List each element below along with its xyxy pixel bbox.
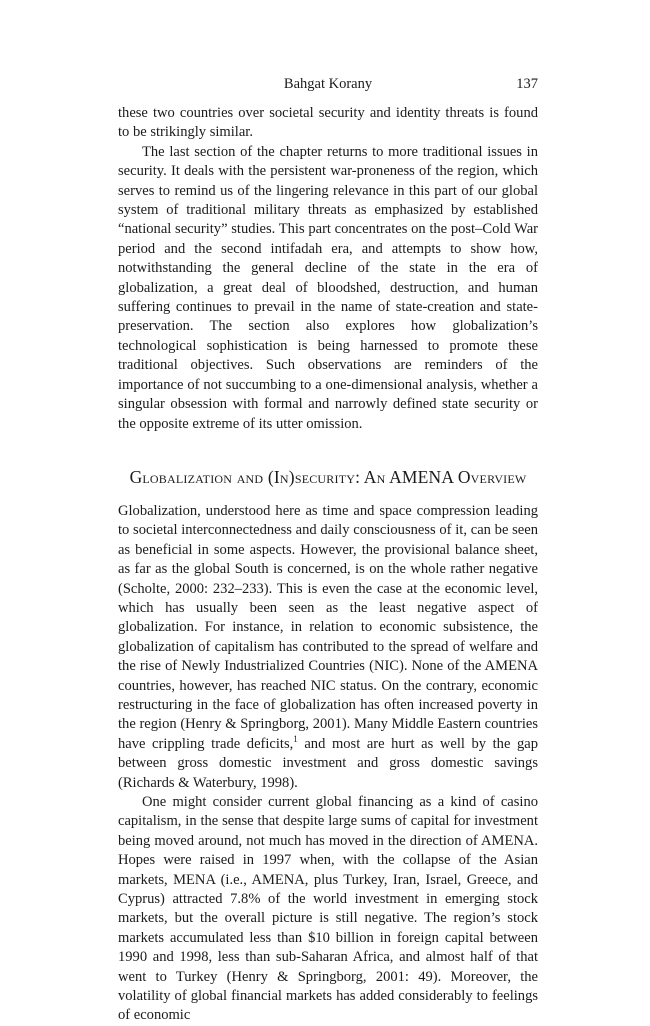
paragraph-last-section: The last section of the chapter returns to more traditional issues in security. It deals with the persistent war-proneness of the region, which serves to remind us of the lingering relevance in this part of our global system of traditional military threats as emphasized by established “national security” studies. This part concentrates on the post–Cold War period and the second intifadah era, and attempts to show how, notwithstanding the general decline of the state in the era of globalization, a great deal of bloodshed, destruction, and human suffering continues to prevail in the name of state-creation and state-preservation. The section also explores how globalization’s technological sophistication is being harnessed to promote these traditional objectives. Such observations are reminders of the importance of not succumbing to a one-dimensional analysis, whether a singular obsession with formal and narrowly defined state security or the opposite extreme of its utter omission.: [118, 143, 538, 432]
page-number: 137: [516, 76, 538, 92]
paragraph-continuation: these two countries over societal security and identity threats is found to be strikingly similar.: [118, 105, 538, 141]
paragraph-globalization-part1: Globalization, understood here as time and space compression leading to societal interconnectedness and daily consciousness of it, can be seen as beneficial in some aspects. However, the provisional balance sheet, as far as the global South is concerned, is on the whole rather negative (Scholte, 2000: 232–233). This is even the case at the economic level, which has usually been seen as the least negative aspect of globalization. For instance, in relation to economic subsistence, the globalization of capitalism has contributed to the spread of welfare and the rise of Newly Industrialized Countries (NIC). None of the AMENA countries, however, has reached NIC status. On the contrary, economic restructuring in the face of globalization has often increased poverty in the region (Henry & Springborg, 2001). Many Middle Eastern countries have crippling trade deficits,: [118, 502, 538, 752]
section-heading: Globalization and (In)security: An AMENA Overview: [129, 466, 527, 487]
running-head-author: Bahgat Korany: [283, 76, 373, 92]
paragraph-globalization: [118, 502, 538, 793]
paragraph-globalization-part2: and most are hurt as well by the gap between gross domestic investment and gross domestic savings (Richards & Waterbury, 1998).: [118, 735, 538, 791]
footnote-marker: 1: [293, 733, 298, 744]
running-head: [118, 76, 538, 96]
paragraph-casino-capitalism: One might consider current global financing as a kind of casino capitalism, in the sense that despite large sums of capital for investment being moved around, not much has moved in the direction of AMENA. Hopes were raised in 1997 when, with the collapse of the Asian markets, MENA (i.e., AMENA, plus Turkey, Iran, Israel, Greece, and Cyprus) attracted 7.8% of the world investment in emerging stock markets, but the overall picture is still negative. The region’s stock markets accumulated less than $10 billion in foreign capital between 1990 and 1998, less than sub-Saharan Africa, and almost half of that went to Turkey (Henry & Springborg, 2001: 49). Moreover, the volatility of global financial markets has added considerably to feelings of economic: [118, 794, 538, 1024]
body-text: [118, 104, 538, 1026]
